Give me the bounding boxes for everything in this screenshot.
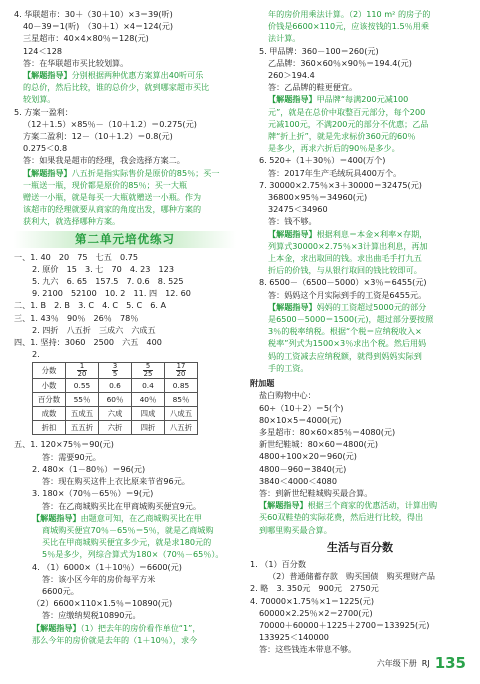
hint-text: （1）把去年的房价看作单位“1”， <box>80 622 201 633</box>
left-answers-part3 <box>14 438 236 645</box>
hint-label: 【解题指导】 <box>32 512 81 523</box>
answer-line: 4800÷100×20＝960(元) <box>259 451 357 462</box>
answer-line: 6600元。 <box>42 585 79 596</box>
answer-line: 133925＜140000 <box>259 632 329 643</box>
table-cell <box>66 363 99 379</box>
answer-line: 6. 520÷（1＋30％）＝400(万个) <box>259 155 386 166</box>
answer-line: 元减100元，不满200元的部分不优惠；乙品 <box>268 118 429 129</box>
table-cell <box>132 363 165 379</box>
answer-line: 折后的价钱，与从银行取回的钱比较即可。 <box>268 265 422 276</box>
table-cell: 60％ <box>99 393 132 407</box>
answer-line: 2. 480×（1－80％）＝96(元) <box>32 463 146 474</box>
bonus-answers <box>250 389 470 535</box>
table-cell: 分数 <box>33 363 66 379</box>
answer-line: 260＞194.4 <box>268 70 315 81</box>
answer-line: 4. （1）6000×（1＋10％）＝6600(元) <box>32 561 182 572</box>
answer-line: 税率”列式为1500×3％求出个税。然后用妈 <box>268 338 427 349</box>
answer-line: 32475＜34960 <box>268 204 328 215</box>
answer-line: 60÷（10＋2）＝5(个) <box>259 402 344 413</box>
hint-text: 八五折是指实际售价是原价的85％；买一 <box>71 167 220 178</box>
answer-line: 答：该小区今年的房价每平方米 <box>42 573 156 584</box>
answer-line: 那么今年的房价就是去年的（1＋10％），求今 <box>32 634 198 645</box>
answer-line: 2. <box>32 349 40 360</box>
answer-line: 赠送一小瓶，就是每买一大瓶就赠送一小瓶。作为 <box>23 192 202 203</box>
answer-line: 三、1. 43％ 90％ 26％ 78％ <box>14 312 139 323</box>
answer-line: 买比在甲商城购买便宜多少元，就是求180元的 <box>42 537 212 548</box>
answer-line: 2. 四折 八五折 三成六 六成五 <box>32 324 156 335</box>
hint-label: 【解题指导】 <box>23 167 72 178</box>
answer-line: 4800－960＝3840(元) <box>259 463 347 474</box>
answer-line: 获利大，就选择哪种方案。 <box>23 216 121 227</box>
table-row <box>33 363 198 379</box>
page-footer <box>377 654 466 672</box>
table-cell: 五成五 <box>66 407 99 421</box>
answer-line: 方案二盈利：12－（10＋1.2）＝0.8(元) <box>23 131 173 142</box>
answer-line: 答：这些钱连本带息不够。 <box>259 644 357 655</box>
answer-line: 一、1. 40 20 75 七五 0.75 <box>14 251 138 262</box>
answer-line: 36800×95％＝34960(元) <box>268 192 368 203</box>
hint-line <box>250 93 470 105</box>
answer-line: 上本金，求出取回的钱。求出曲毛手打九五 <box>268 253 422 264</box>
answer-line: 答：妈妈这个月实际到手的工资是6455元。 <box>268 289 427 300</box>
table-cell: 0.6 <box>99 379 132 393</box>
table-cell: 五五折 <box>66 421 99 435</box>
answer-line: 答：如果我是超市的经理，我会选择方案二。 <box>23 155 185 166</box>
answer-line: 答：应缴纳契税10890元。 <box>42 610 141 621</box>
hint-label: 【解题指导】 <box>268 94 317 105</box>
answer-line: 80×10×5＝4000(元) <box>259 414 342 425</box>
table-row <box>33 393 198 407</box>
answer-line: 7. 30000×2.75％×3＋30000＝32475(元) <box>259 179 422 190</box>
answer-line: 是6500－5000＝1500(元)，超过部分要按照 <box>268 314 434 325</box>
answer-line: 答：在乙商城购买比在甲商城购买便宜9元。 <box>42 500 201 511</box>
answer-line: 答：现在购买这件上衣比原来节省96元。 <box>42 476 190 487</box>
answer-line: 40－39＝1(听) （30＋1）×4＝124(元) <box>23 21 174 32</box>
hint-label: 【解题指导】 <box>268 301 317 312</box>
page-number: 135 <box>434 654 466 672</box>
answer-line: 答：钱不够。 <box>268 216 317 227</box>
table-cell: 百分数 <box>33 393 66 407</box>
hint-text: 根据三个商家的优惠活动，计算出购 <box>307 500 438 511</box>
table-row <box>33 379 198 393</box>
answer-line: 3. 180×（70％－65％）＝9(元) <box>32 488 154 499</box>
section-title: 生活与百分数 <box>327 540 393 554</box>
hint-text: 根据利息＝本金×利率×存期， <box>316 228 428 239</box>
answer-line: 价钱是6600×110元，应该按钱的1.5％用乘 <box>268 21 429 32</box>
hint-line <box>14 512 236 524</box>
answer-line: 是多少，再求六折后的90％是多少。 <box>268 143 400 154</box>
bonus-title: 附加题 <box>250 378 275 389</box>
answer-line: 较划算。 <box>23 94 56 105</box>
fraction: $\frac{3}{5}$ <box>112 362 118 379</box>
hint-line <box>14 622 236 634</box>
answer-line: 5. 甲品牌：360－100＝260(元) <box>259 45 379 56</box>
table-cell: 成数 <box>33 407 66 421</box>
table-cell: 八成五 <box>165 407 198 421</box>
answer-line: 0.275＜0.8 <box>23 143 68 154</box>
answer-line: 五、1. 120×75％＝90(元) <box>14 439 114 450</box>
table-cell: 85％ <box>165 393 198 407</box>
answer-line: 70000＋60000＋1225＋2700＝133925(元) <box>259 619 430 630</box>
table-row <box>33 421 198 435</box>
fraction: $\frac{1}{20}$ <box>77 362 87 379</box>
answer-line: 盐白购物中心： <box>259 390 316 401</box>
answer-line: 1. （1）百分数 <box>250 558 306 569</box>
answer-line: 三星超市：40×4×80％＝128(元) <box>23 33 149 44</box>
answer-line: 买60双鞋垫的实际花费，然后进行比较，得出 <box>259 512 424 523</box>
left-answers-part2 <box>14 251 236 361</box>
answer-line: 二、1. B 2. B 3. C 4. C 5. C 6. A <box>14 300 167 311</box>
answer-line: 答：到新世纪鞋城购买最合算。 <box>259 487 373 498</box>
hint-text: 甲品牌“每满200元减100 <box>316 94 409 105</box>
answer-line: 124＜128 <box>23 45 62 56</box>
hint-line <box>14 167 236 179</box>
hint-text: 由题意可知，在乙商城购买比在甲 <box>80 512 202 523</box>
edition-label: RJ <box>421 658 430 668</box>
answer-line: 手的工资。 <box>268 362 309 373</box>
fraction: $\frac{17}{20}$ <box>176 362 186 379</box>
answer-line: 60000×2.25％×2＝2700(元) <box>259 607 373 618</box>
hint-label: 【解题指导】 <box>23 70 72 81</box>
left-column <box>14 8 236 646</box>
section-answers <box>250 558 470 656</box>
answer-line: 妈的工资减去应纳税额，就得到妈妈实际到 <box>268 350 422 361</box>
table-cell: 0.55 <box>66 379 99 393</box>
answer-line: 该超市的经理就要从商家的角度出发，哪种方案的 <box>23 204 202 215</box>
table-cell: 0.85 <box>165 379 198 393</box>
answer-line: 的总价，然后比较，谁的总价少，就到哪家超市买比 <box>23 82 210 93</box>
table-cell: 六成 <box>99 407 132 421</box>
grade-label: 六年级下册 <box>376 658 417 668</box>
hint-label: 【解题指导】 <box>32 622 81 633</box>
fraction-table <box>32 362 198 435</box>
answer-line: 3％的税率纳税。根据“个税＝应纳税收入× <box>268 326 422 337</box>
answer-line: 8. 6500－（6500－5000）×3％＝6455(元) <box>259 277 427 288</box>
table-cell: 55％ <box>66 393 99 407</box>
answer-line: 4. 华联超市：30＋（30＋10）×3＝39(听) <box>14 9 173 19</box>
right-answers-part1 <box>250 8 470 374</box>
table-cell: 六折 <box>99 421 132 435</box>
table-cell: 小数 <box>33 379 66 393</box>
answer-line: 9. 2100 52100 10. 2 11. 四 12. 60 <box>32 288 191 299</box>
section-banner: 第二单元培优练习 <box>14 231 236 248</box>
hint-line <box>250 499 470 511</box>
answer-line: 答：乙品牌的鞋更便宜。 <box>268 82 358 93</box>
fraction: $\frac{5}{25}$ <box>143 362 153 379</box>
answer-line: 牌“折上折”，就是先求标价360元的60％ <box>268 131 416 142</box>
answer-line: （2）6600×110×1.5％＝10890(元) <box>32 598 173 609</box>
hint-text: 妈妈的工资超过5000元的部分 <box>316 301 427 312</box>
answer-line: （2）普通储蓄存款 购买国债 购买理财产品 <box>268 571 436 582</box>
hint-line <box>250 301 470 313</box>
table-cell: 八五折 <box>165 421 198 435</box>
table-cell <box>99 363 132 379</box>
left-answers-part1 <box>14 8 236 228</box>
table-cell: 0.4 <box>132 379 165 393</box>
table-cell <box>165 363 198 379</box>
answer-line: 乙品牌：360×60％×90％＝194.4(元) <box>268 57 412 68</box>
hint-label: 【解题指导】 <box>268 228 317 239</box>
answer-line: 商城购买便宜70％－65％＝5％，就是乙商城购 <box>42 524 214 535</box>
hint-text: 分别根据两种优惠方案算出40听可乐 <box>71 70 204 81</box>
answer-line: 3840＜4000＜4080 <box>259 475 337 486</box>
answer-line: 5. 九六 6. 65 157.5 7. 0.6 8. 525 <box>32 276 184 287</box>
table-row <box>33 407 198 421</box>
answer-line: 到哪里购买最合算。 <box>259 524 332 535</box>
answer-line: 答：2017年生产毛绒玩具400万个。 <box>268 167 402 178</box>
answer-line: （12＋1.5）×85％－（10＋1.2）＝0.275(元) <box>23 118 197 129</box>
hint-label: 【解题指导】 <box>259 500 308 511</box>
right-column <box>250 8 470 656</box>
answer-line: 5％是多少，列综合算式为180×（70％－65％）。 <box>42 549 224 560</box>
answer-line: 多星超市：80×60×85％＝4080(元) <box>259 426 396 437</box>
hint-line <box>14 69 236 81</box>
answer-line: 答：需要90元。 <box>42 451 101 462</box>
answer-line: 列算式30000×2.75％×3计算出利息，再加 <box>268 240 428 251</box>
answer-line: 4. 70000×1.75％×1＝1225(元) <box>250 595 374 606</box>
answer-line: 2. 略 3. 350元 900元 2750元 <box>250 583 379 594</box>
answer-line: 2. 原价 15 3. 七 70 4. 23 123 <box>32 263 174 274</box>
table-cell: 折扣 <box>33 421 66 435</box>
answer-line: 新世纪鞋城：80×60＝4800(元) <box>259 439 379 450</box>
table-cell: 四成 <box>132 407 165 421</box>
answer-line: 元”，就是在总价中取整百元部分，每个200 <box>268 106 426 117</box>
table-cell: 40％ <box>132 393 165 407</box>
table-cell: 四折 <box>132 421 165 435</box>
answer-line: 年的房价用乘法计算。（2）110 m² 的房子的 <box>268 9 431 19</box>
answer-line: 四、1. 坚持：3060 2500 六五 400 <box>14 337 162 348</box>
answer-line: 法计算。 <box>268 33 301 44</box>
answer-line: 答：在华联超市买比较划算。 <box>23 57 129 68</box>
answer-line: 一瓶送一瓶，现价都是原价的85％；买一大瓶 <box>23 179 188 190</box>
hint-line <box>250 228 470 240</box>
answer-line: 5. 方案一盈利： <box>14 106 73 117</box>
